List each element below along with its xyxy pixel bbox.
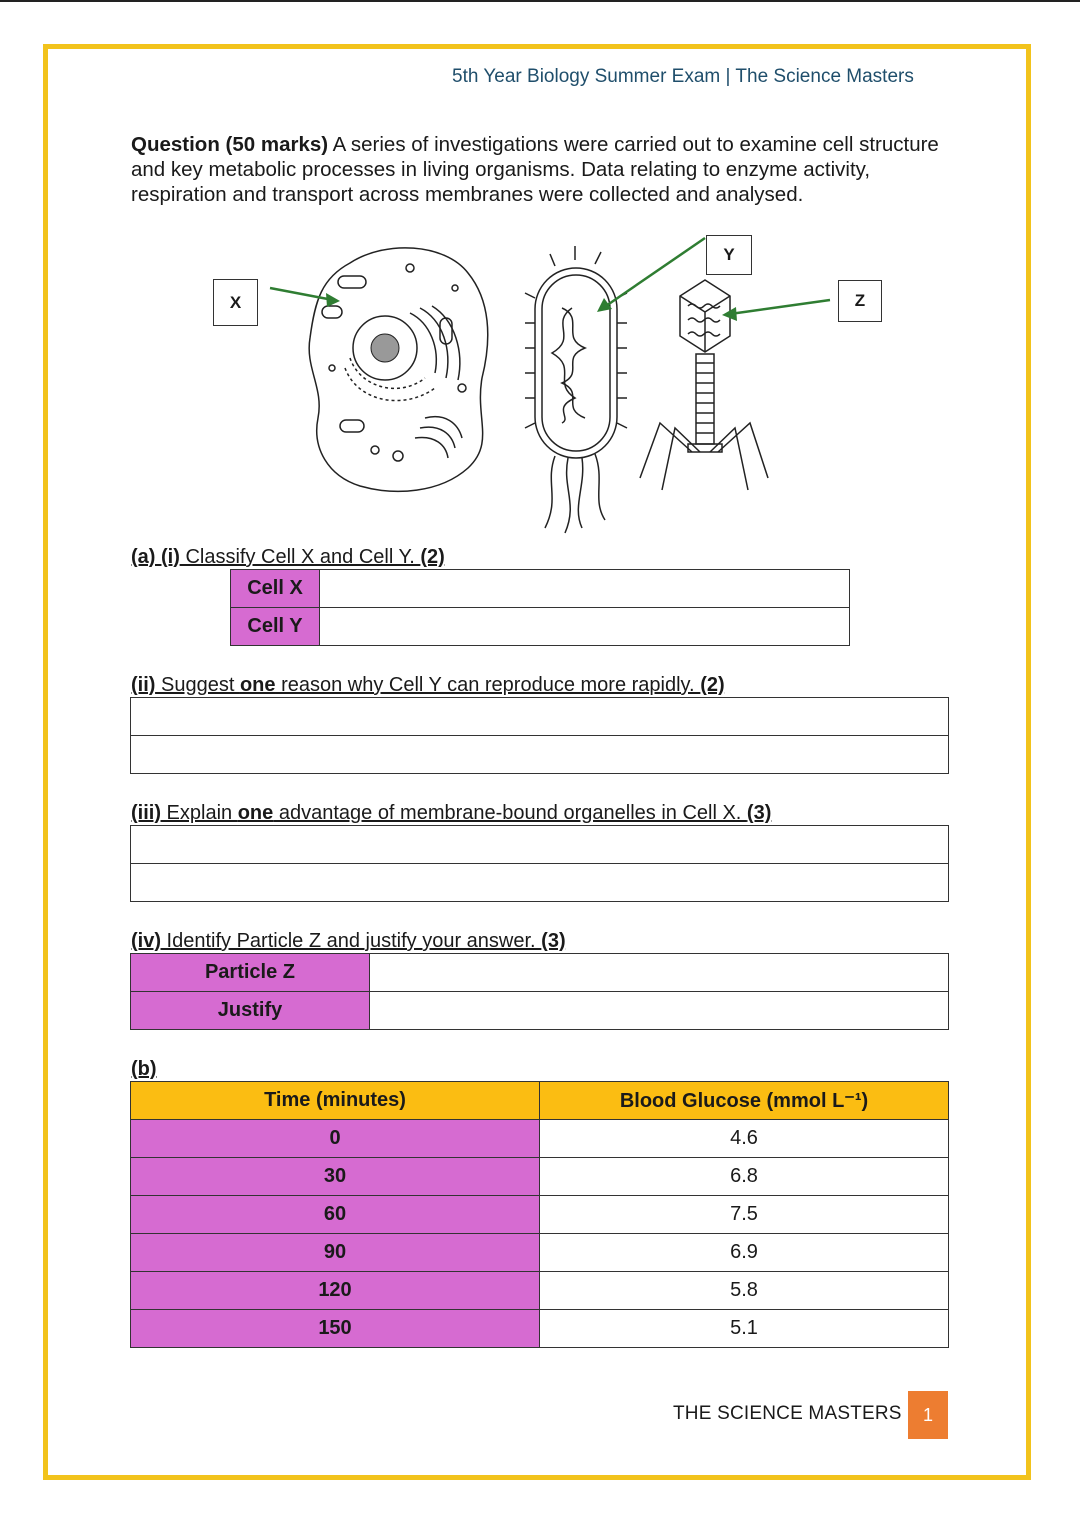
answer-particle-z[interactable] — [370, 954, 949, 992]
answer-line[interactable] — [131, 864, 949, 902]
row-label-justify: Justify — [131, 992, 370, 1030]
question-b: (b) — [131, 1058, 157, 1080]
answer-table-a-iii — [130, 825, 949, 902]
time-cell: 90 — [131, 1234, 540, 1272]
glucose-cell: 7.5 — [540, 1196, 949, 1234]
label-x: X — [213, 279, 258, 326]
row-label-cell-x: Cell X — [231, 570, 320, 608]
answer-justify[interactable] — [370, 992, 949, 1030]
row-label-cell-y: Cell Y — [231, 608, 320, 646]
time-cell: 30 — [131, 1158, 540, 1196]
classify-table — [230, 569, 850, 646]
answer-line[interactable] — [131, 826, 949, 864]
arrow-to-cell-y — [603, 238, 705, 308]
header-time: Time (minutes) — [131, 1082, 540, 1120]
glucose-cell: 6.9 — [540, 1234, 949, 1272]
table-row — [131, 1196, 949, 1234]
cell-diagram-figure — [200, 228, 900, 548]
glucose-cell: 6.8 — [540, 1158, 949, 1196]
time-cell: 0 — [131, 1120, 540, 1158]
table-row — [131, 1310, 949, 1348]
question-text: A series of investigations were carried out to examine cell structure and key metabolic processes in living organisms. Data relating to enzyme activity, respiration and transport across membranes were collected and analysed. — [131, 133, 939, 206]
time-cell: 120 — [131, 1272, 540, 1310]
footer-brand: THE SCIENCE MASTERS — [673, 1403, 902, 1424]
answer-line[interactable] — [131, 736, 949, 774]
answer-cell-y[interactable] — [320, 608, 850, 646]
glucose-cell: 4.6 — [540, 1120, 949, 1158]
time-cell: 60 — [131, 1196, 540, 1234]
glucose-cell: 5.8 — [540, 1272, 949, 1310]
table-row — [131, 1272, 949, 1310]
top-rule — [0, 0, 1080, 2]
page-header: 5th Year Biology Summer Exam | The Science Masters — [452, 66, 914, 87]
glucose-table — [130, 1081, 949, 1348]
question-a-i: (a) (i) Classify Cell X and Cell Y. (2) — [131, 546, 445, 568]
animal-cell-illustration — [309, 248, 488, 492]
label-z: Z — [838, 280, 882, 322]
header-blood-glucose: Blood Glucose (mmol L⁻¹) — [540, 1082, 949, 1120]
question-a-ii: (ii) Suggest one reason why Cell Y can reproduce more rapidly. (2) — [131, 674, 725, 696]
answer-cell-x[interactable] — [320, 570, 850, 608]
table-row — [131, 1120, 949, 1158]
question-lead: Question (50 marks) — [131, 133, 329, 156]
answer-table-a-ii — [130, 697, 949, 774]
question-intro — [131, 132, 951, 207]
arrow-to-cell-x — [270, 288, 333, 300]
page-number-badge: 1 — [908, 1391, 948, 1439]
cell-diagram — [200, 228, 900, 548]
bacterium-illustration — [525, 246, 627, 533]
identify-table — [130, 953, 949, 1030]
label-y: Y — [706, 235, 752, 275]
arrow-to-particle-z — [730, 300, 830, 314]
row-label-particle-z: Particle Z — [131, 954, 370, 992]
time-cell: 150 — [131, 1310, 540, 1348]
answer-line[interactable] — [131, 698, 949, 736]
table-row — [131, 1234, 949, 1272]
question-a-iii: (iii) Explain one advantage of membrane-bound organelles in Cell X. (3) — [131, 802, 772, 824]
question-a-iv: (iv) Identify Particle Z and justify your answer. (3) — [131, 930, 566, 952]
table-row — [131, 1158, 949, 1196]
glucose-cell: 5.1 — [540, 1310, 949, 1348]
